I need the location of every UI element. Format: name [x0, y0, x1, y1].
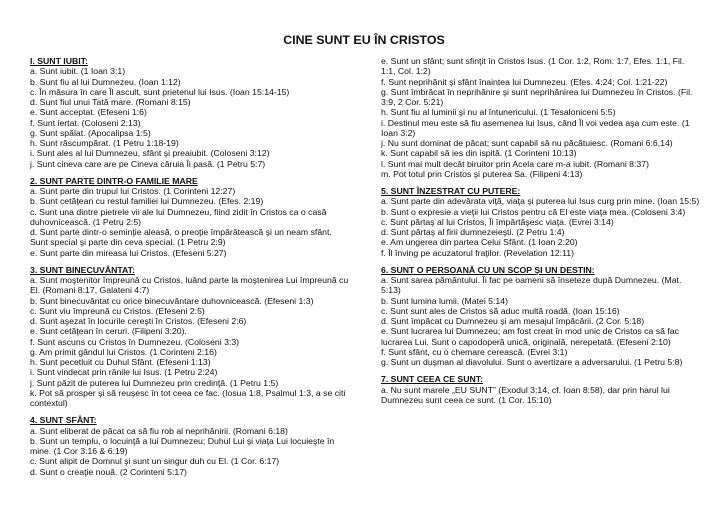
item-line: 1:1, Col. 1:2)	[381, 66, 431, 77]
list-item	[30, 107, 370, 117]
item-line: a. Sunt parte din trupul lui Cristos. (1 Corinteni 12:27)	[30, 186, 236, 196]
list-item	[381, 347, 721, 357]
item-line: b. Sunt fiu al lui Dumnezeu. (Ioan 1:12)	[30, 76, 181, 87]
list-item	[30, 207, 370, 228]
section-heading: 3. SUNT BINECUVÂNTAT:	[30, 264, 135, 275]
item-line: k. Pot să prosper şi să reuşesc în tot ceea ce fac. (Iosua 1:8, Psalmul 1:3, a se citi	[30, 387, 346, 398]
list-item	[30, 347, 370, 357]
item-line: d. Sunt împăcat cu Dumnezeu şi am mesajul împăcării. (2 Cor. 5:18)	[381, 316, 645, 326]
item-line: El. (Romani 8:17, Galateni 4:7)	[30, 285, 150, 296]
item-line: g. Am primit gândul lui Cristos. (1 Corinteni 2:16)	[30, 346, 217, 357]
item-line: d. Sunt aşezat în locurile cereşti în Cristos. (Efeseni 2:6)	[30, 316, 247, 326]
item-line: a. Sunt parte din adevărata viţă, viaţa şi puterea lui Isus curg prin mine. (Ioan 15:5)	[381, 196, 700, 207]
item-line: c. În măsura în care Îl ascult, sunt prietenul lui Isus. (Ioan 15:14-15)	[30, 86, 290, 97]
right-column	[381, 56, 721, 405]
list-item	[381, 107, 721, 117]
list-item	[30, 426, 370, 436]
item-line: mine. (1 Cor 3:16 & 6:19)	[30, 446, 128, 456]
section-heading: 2. SUNT PARTE DINTR-O FAMILIE MARE	[30, 175, 198, 186]
list-item	[30, 138, 370, 148]
item-line: i. Sunt vindecat prin rănile lui Isus. (1 Petru 2:24)	[30, 367, 218, 378]
item-line: k. Sunt capabil să ies din ispită. (1 Corinteni 10:13)	[381, 148, 577, 159]
list-item	[30, 316, 370, 326]
list-item	[30, 97, 370, 107]
item-line: l. Sunt mai mult decât biruitor prin Acela care m-a iubit. (Romani 8:37)	[381, 158, 649, 169]
section-heading: 7. SUNT CEEA CE SUNT:	[381, 374, 484, 385]
section	[30, 265, 370, 409]
list-item	[30, 77, 370, 87]
list-item	[381, 148, 721, 158]
list-item	[381, 118, 721, 139]
list-item	[30, 367, 370, 377]
list-item	[381, 275, 721, 296]
section-heading: I. SUNT IUBIT:	[30, 56, 88, 66]
list-item	[30, 118, 370, 128]
item-line: j. Sunt păzit de puterea lui Dumnezeu prin credinţă. (1 Petru 1:5)	[30, 377, 279, 388]
section	[381, 265, 721, 368]
list-item	[381, 237, 721, 247]
list-item	[30, 357, 370, 367]
item-line: h. Sunt pecetluit cu Duhul Sfânt. (Efeseni 1:13)	[30, 357, 211, 367]
item-line: contextul)	[30, 398, 68, 408]
section	[30, 415, 370, 477]
item-line: a. Sunt iubit. (1 Ioan 3:1)	[30, 66, 126, 77]
list-item	[30, 159, 370, 169]
item-line: d. Sunt o creaţie nouă. (2 Corinteni 5:17)	[30, 466, 187, 477]
item-line: f. Sunt sfânt, cu o chemare cerească. (Evrei 3:1)	[381, 346, 568, 357]
list-item	[30, 378, 370, 388]
item-line: c. Sunt viu împreună cu Cristos. (Efeseni 2:5)	[30, 305, 205, 316]
section-heading: 5. SUNT ÎNZESTRAT CU PUTERE:	[381, 186, 521, 196]
item-line: d. Sunt parte dintr-o seminţie aleasă, o preoţie împărătească şi un neam sfânt.	[30, 227, 332, 237]
item-line: Sunt special şi parte din ceva special. (1 Petru 2:9)	[30, 237, 226, 248]
item-line: a. Sunt eliberat de păcat ca să fiu rob al neprihănirii. (Romani 6:18)	[30, 425, 288, 436]
list-item	[381, 138, 721, 148]
item-line: d. Sunt fiul unui Tată mare. (Romani 8:15)	[30, 97, 191, 107]
item-line: e. Sunt lucrarea lui Dumnezeu; am fost creat în mod unic de Cristos ca să fac	[381, 326, 679, 337]
list-item	[30, 196, 370, 206]
list-item	[381, 87, 721, 108]
item-line: b. Sunt lumina lumii. (Matei 5:14)	[381, 295, 508, 306]
list-item	[30, 227, 370, 248]
item-line: j. Nu sunt dominat de păcat; sunt capabil să nu păcătuiesc. (Romani 6:6,14)	[381, 138, 673, 148]
item-line: i. Sunt ales al lui Dumnezeu, sfânt şi preaiubit. (Coloseni 3:12)	[30, 148, 270, 159]
list-item	[30, 87, 370, 97]
list-item	[381, 227, 721, 237]
list-item	[30, 388, 370, 409]
item-line: e. Sunt acceptat. (Efeseni 1:6)	[30, 107, 147, 118]
list-item	[381, 326, 721, 347]
list-item	[381, 77, 721, 87]
item-line: c. Sunt sunt ales de Cristos să aduc multă roadă. (Ioan 15:16)	[381, 305, 620, 316]
item-line: f. Sunt iertat. (Coloseni 2:13)	[30, 117, 141, 128]
item-line: e. Sunt un sfânt; sunt sfinţit în Cristos Isus. (1 Cor. 1:2, Rom. 1:7, Efes. 1:1, Fil.	[381, 56, 685, 66]
item-line: f. Îl înving pe acuzatorul fraţilor. (Revelation 12:11)	[381, 247, 574, 258]
list-item	[381, 169, 721, 179]
left-column	[30, 56, 370, 477]
item-line: m. Pot totul prin Cristos şi puterea Sa. (Filipeni 4:13)	[381, 168, 583, 179]
list-item	[381, 217, 721, 227]
item-line: f. Sunt neprihănit şi sfânt înaintea lui Dumnezeu. (Efes. 4:24; Col. 1:21-22)	[381, 76, 668, 87]
item-line: a. Sunt moştenitor împreună cu Cristos, luând parte la moştenirea Lui împreună cu	[30, 275, 349, 285]
list-item	[381, 385, 721, 406]
list-item	[381, 56, 721, 77]
item-line: g. Sunt îmbrăcat în neprihănire şi sunt neprihănirea lui Dumnezeu în Cristos. (Fil.	[381, 86, 693, 97]
list-item	[30, 128, 370, 138]
section	[30, 56, 370, 169]
item-line: duhovnicească. (1 Petru 2:5)	[30, 216, 142, 227]
list-item	[30, 296, 370, 306]
section	[381, 374, 721, 405]
section	[381, 186, 721, 258]
list-item	[30, 275, 370, 296]
list-item	[30, 248, 370, 258]
section-heading: 4. SUNT SFÂNT:	[30, 415, 97, 426]
item-line: f. Sunt ascuns cu Cristos în Dumnezeu. (Coloseni 3:3)	[30, 336, 240, 347]
item-line: i. Destinul meu este să fiu asemenea lui Isus, când Îl voi vedea aşa cum este. (1	[381, 117, 690, 128]
item-line: g. Sunt spălat. (Apocalipsa 1:5)	[30, 127, 151, 138]
list-item	[381, 306, 721, 316]
list-item	[30, 456, 370, 466]
item-line: e. Sunt parte din mireasa lui Cristos. (Efeseni 5:27)	[30, 247, 227, 258]
item-line: 5:13)	[381, 285, 401, 296]
document-title: CINE SUNT EU ÎN CRISTOS	[283, 33, 445, 47]
item-line: g. Sunt un duşman al diavolului. Sunt o avertizare a adversarului. (1 Petru 5:8)	[381, 357, 683, 367]
list-item	[30, 306, 370, 316]
list-item	[30, 326, 370, 336]
list-item	[30, 148, 370, 158]
section-heading: 6. SUNT O PERSOANĂ CU UN SCOP ŞI UN DESTIN:	[381, 264, 595, 275]
list-item	[30, 186, 370, 196]
item-line: Dumnezeu sunt ceea ce sunt. (1 Cor. 15:10)	[381, 394, 552, 405]
item-line: 3:9, 2 Cor. 5:21)	[381, 97, 444, 107]
list-item	[381, 296, 721, 306]
item-line: c. Sunt una dintre pietrele vii ale lui Dumnezeu, fiind zidit în Cristos ca o casă	[30, 206, 327, 217]
list-item	[30, 337, 370, 347]
section	[30, 176, 370, 258]
list-item	[381, 248, 721, 258]
list-item	[381, 316, 721, 326]
item-line: j. Sunt cineva care are pe Cineva căruia Îi pasă. (1 Petru 5:7)	[30, 158, 266, 169]
list-item	[30, 467, 370, 477]
item-line: d. Sunt părtaş al firii dumnezeieşti. (2 Petru 1:4)	[381, 227, 565, 237]
item-line: b. Sunt binecuvântat cu orice binecuvântare duhovnicească. (Efeseni 1:3)	[30, 295, 314, 306]
list-item	[381, 159, 721, 169]
item-line: h. Sunt răscumpărat. (1 Petru 1:18-19)	[30, 138, 179, 148]
item-line: e. Sunt cetăţean în ceruri. (Filipeni 3:20).	[30, 326, 187, 337]
item-line: Ioan 3:2)	[381, 127, 416, 138]
section	[381, 56, 721, 179]
item-line: a. Sunt sarea pământului. Îi fac pe oameni să înseteze după Dumnezeu. (Mat.	[381, 275, 682, 285]
item-line: lucrarea Lui. Sunt o capodoperă unică, originală, nerepetată. (Efeseni 2:10)	[381, 336, 671, 347]
item-line: h. Sunt fiu al luminii şi nu al întunericului. (1 Tesaloniceni 5:5)	[381, 107, 616, 118]
item-line: e. Am ungerea din partea Celui Sfânt. (1 Ioan 2:20)	[381, 237, 578, 248]
list-item	[30, 66, 370, 76]
list-item	[381, 207, 721, 217]
item-line: b. Sunt un templu, o locuinţă a lui Dumnezeu; Duhul Lui şi viaţa Lui locuieşte în	[30, 435, 335, 446]
item-line: c. Sunt părtaş al lui Cristos, Îi împărtăşesc viaţa. (Evrei 3:14)	[381, 216, 614, 227]
list-item	[30, 436, 370, 457]
item-line: b. Sunt o expresie a vieţii lui Cristos pentru că El este viaţa mea. (Coloseni 3:4)	[381, 206, 686, 217]
item-line: b. Sunt cetăţean cu restul familiei lui Dumnezeu. (Efes. 2:19)	[30, 196, 264, 207]
item-line: c. Sunt alipit de Domnul şi sunt un singur duh cu El. (1 Cor. 6:17)	[30, 456, 280, 467]
list-item	[381, 196, 721, 206]
list-item	[381, 357, 721, 367]
item-line: a. Nu sunt marele „EU SUNT” (Exodul 3:14, cf. Ioan 8:58), dar prin harul lui	[381, 384, 670, 395]
